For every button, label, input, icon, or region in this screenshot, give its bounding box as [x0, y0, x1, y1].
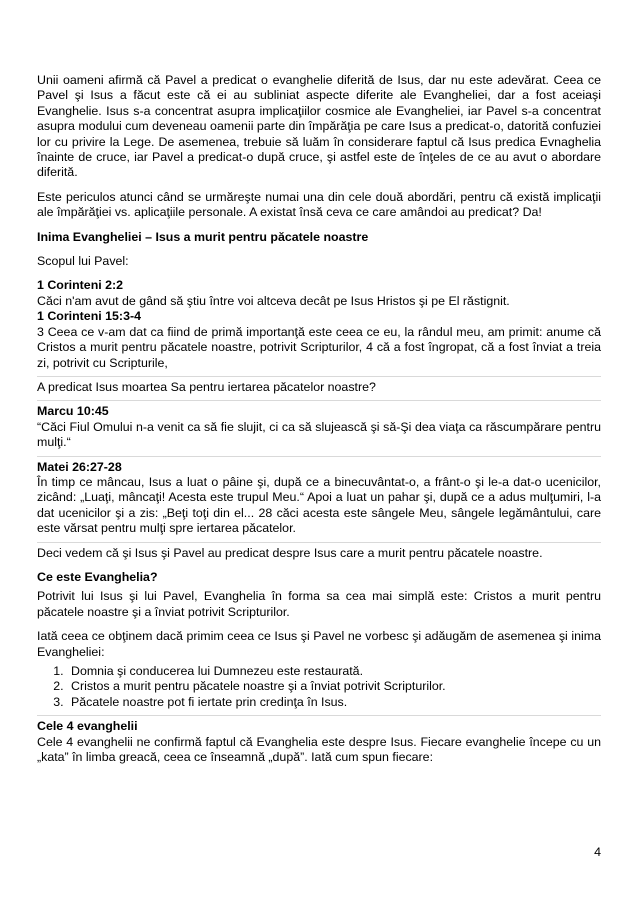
quote-block-matthew — [37, 456, 601, 537]
heading-heart-of-gospel: Inima Evangheliei – Isus a murit pentru păcatele noastre — [37, 229, 369, 244]
list-item: 3. Păcatele noastre pot fi iertate prin credinţa în Isus. — [67, 695, 601, 710]
reference-mark-10-45: Marcu 10:45 — [37, 404, 109, 419]
quote-1cor-2-2: Căci n'am avut de gând să ştiu între voi altceva decât pe Isus Hristos şi pe El răstignit. — [37, 293, 510, 308]
numbered-list — [37, 664, 601, 710]
quote-block-mark — [37, 400, 601, 450]
paragraph-paul-purpose: Scopul lui Pavel: — [37, 254, 129, 269]
quote-1cor-15: 3 Ceea ce v-am dat ca fiind de primă importanţă este ceea ce eu, la rândul meu, am primit: anume că Cristos a murit pentru păcatele noastre, potrivit Scripturilor, 4 că a fost îngropat, că a fost înviat a treia zi, potrivit cu Scripturile, — [37, 324, 601, 370]
page-number: 4 — [594, 845, 601, 859]
reference-1cor-15: 1 Corinteni 15:3-4 — [37, 309, 141, 324]
list-item: 1. Domnia şi conducerea lui Dumnezeu este restaurată. — [67, 664, 601, 679]
paragraph-four-gospels: Cele 4 evanghelii ne confirmă faptul că Evanghelia este despre Isus. Fiecare evanghelie începe cu un „kata” în limba greacă, ceea ce înseamnă „după”. Iată cum spun fiecare: — [37, 734, 601, 765]
paragraph-what-we-get: Iată ceea ce obţinem dacă primim ceea ce Isus şi Pavel ne vorbesc şi adăugăm de asemenea şi inima Evangheliei: — [37, 629, 601, 659]
document-page — [37, 73, 601, 765]
reference-matthew-26: Matei 26:27-28 — [37, 459, 122, 474]
paragraph-conclusion: Deci vedem că şi Isus şi Pavel au predicat despre Isus care a murit pentru păcatele noastre. — [37, 542, 601, 561]
quote-block-corinthians — [37, 278, 601, 370]
heading-what-is-gospel: Ce este Evanghelia? — [37, 569, 158, 584]
paragraph-gospel-definition: Potrivit lui Isus şi lui Pavel, Evanghelia în forma sa cea mai simplă este: Cristos a murit pentru păcatele noastre şi a înviat potrivit Scripturilor. — [37, 589, 601, 619]
reference-1cor-2-2: 1 Corinteni 2:2 — [37, 278, 124, 293]
paragraph-intro: Unii oameni afirmă că Pavel a predicat o evanghelie diferită de Isus, dar nu este adevărat. Ceea ce Pavel şi Isus a făcut este că ei au subliniat aspecte diferite ale Evangheliei, dar a fost aceiaşi Evanghelie. Isus s-a concentrat asupra implicaţiilor cosmice ale Evangheliei, iar Pavel s-a concentrat asupra modului cum deveneau oamenii parte din împărăţia pe care Isus a predicat-o, datorită confuziei lor cu privire la Lege. De asemenea, trebuie să luăm în considerare faptul că Isus predica Evnaghelia înainte de cruce, iar Pavel a predicat-o după cruce, şi astfel este de înţeles de ce au avut o abordare diferită. — [37, 73, 601, 180]
list-item: 2. Cristos a murit pentru păcatele noastre şi a înviat potrivit Scripturilor. — [67, 679, 601, 694]
quote-matthew-26: În timp ce mâncau, Isus a luat o pâine şi, după ce a binecuvântat-o, a frânt-o şi le-a dat-o ucenicilor, zicând: „Luaţi, mâncaţi! Acesta este trupul Meu.“ Apoi a luat un pahar şi, după ce a adus mulţumiri, l-a dat ucenicilor şi a zis: „Beţi toţi din el... 28 căci acesta este sângele Meu, sângele legământului, care este vărsat pentru mulţi spre iertarea păcatelor. — [37, 474, 601, 536]
paragraph-question: A predicat Isus moartea Sa pentru iertarea păcatelor noastre? — [37, 376, 601, 395]
heading-four-gospels: Cele 4 evanghelii — [37, 715, 601, 734]
quote-mark-10-45: “Căci Fiul Omului n-a venit ca să fie slujit, ci ca să slujească şi să-Şi dea viaţa ca răscumpărare pentru mulţi.“ — [37, 419, 601, 450]
paragraph-danger: Este periculos atunci când se urmăreşte numai una din cele două abordări, pentru că există implicaţii ale împărăţiei vs. aplicaţiile personale. A existat însă ceva ce care amândoi au predicat? Da! — [37, 189, 601, 220]
